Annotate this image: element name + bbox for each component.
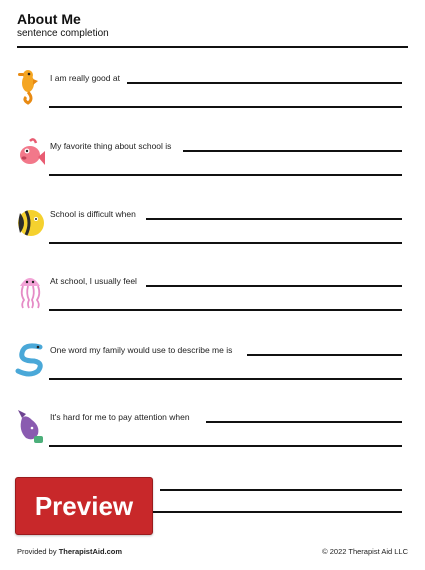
provided-by-brand[interactable]: TherapistAid.com bbox=[58, 547, 123, 556]
prompt-text: I am really good at bbox=[50, 73, 120, 83]
answer-line[interactable] bbox=[49, 242, 402, 244]
provided-by-label: Provided by bbox=[17, 547, 59, 556]
prompt-row-2 bbox=[0, 139, 425, 179]
footer-provided-by bbox=[17, 547, 122, 556]
prompt-row-1 bbox=[0, 71, 425, 111]
prompt-row-6 bbox=[0, 410, 425, 450]
header-divider bbox=[17, 46, 408, 48]
orange-seahorse-icon bbox=[14, 67, 46, 107]
answer-line[interactable] bbox=[183, 150, 402, 152]
answer-line[interactable] bbox=[49, 445, 402, 447]
page-subtitle: sentence completion bbox=[17, 28, 109, 39]
pink-jellyfish-icon bbox=[14, 270, 46, 310]
preview-button[interactable]: Preview bbox=[15, 477, 153, 535]
prompt-text: At school, I usually feel bbox=[50, 276, 137, 286]
answer-line[interactable] bbox=[146, 218, 402, 220]
yellow-angelfish-icon bbox=[14, 203, 46, 243]
blue-eel-icon bbox=[14, 339, 46, 379]
prompt-text: One word my family would use to describe me is bbox=[50, 345, 233, 355]
answer-line[interactable] bbox=[247, 354, 402, 356]
answer-line[interactable] bbox=[160, 489, 402, 491]
prompt-text: School is difficult when bbox=[50, 209, 136, 219]
prompt-row-4 bbox=[0, 274, 425, 314]
purple-whale-icon bbox=[14, 406, 46, 446]
footer-copyright: © 2022 Therapist Aid LLC bbox=[322, 547, 408, 556]
answer-line[interactable] bbox=[146, 285, 402, 287]
prompt-text: It's hard for me to pay attention when bbox=[50, 412, 190, 422]
answer-line[interactable] bbox=[49, 106, 402, 108]
answer-line[interactable] bbox=[49, 378, 402, 380]
answer-line[interactable] bbox=[127, 82, 402, 84]
answer-line[interactable] bbox=[49, 174, 402, 176]
prompt-row-5 bbox=[0, 343, 425, 383]
prompt-row-3 bbox=[0, 207, 425, 247]
answer-line[interactable] bbox=[49, 309, 402, 311]
answer-line[interactable] bbox=[206, 421, 402, 423]
page-title: About Me bbox=[17, 11, 81, 27]
prompt-text: My favorite thing about school is bbox=[50, 141, 172, 151]
pink-fish-icon bbox=[14, 135, 46, 175]
